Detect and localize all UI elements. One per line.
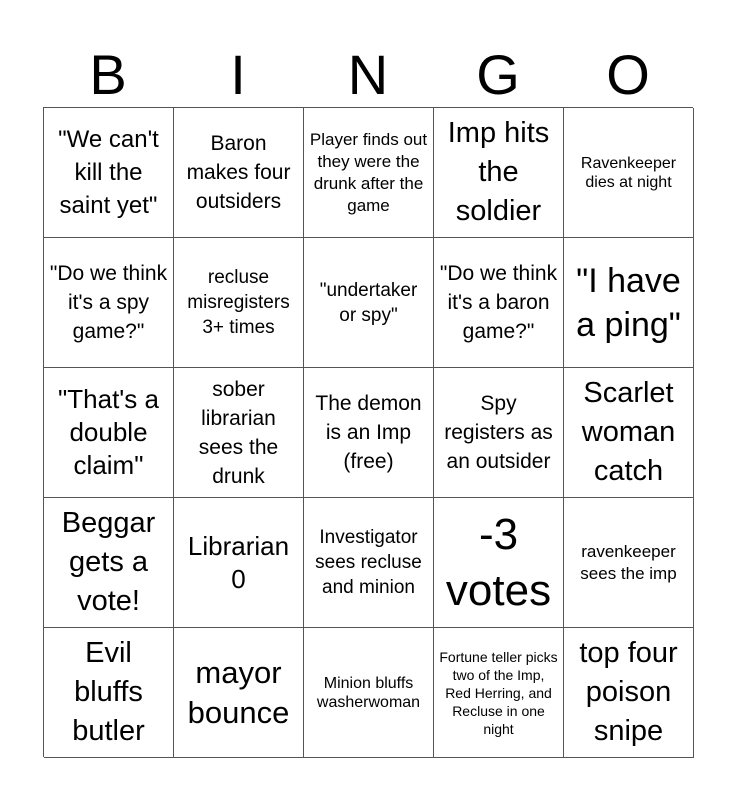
cell-text: recluse misregisters 3+ times bbox=[187, 267, 290, 338]
cell-text: ravenkeeper sees the imp bbox=[580, 541, 677, 583]
bingo-cell-n4[interactable] bbox=[304, 498, 434, 628]
bingo-board bbox=[43, 107, 693, 757]
header-letter-o: O bbox=[606, 43, 650, 106]
cell-text: Spy registers as an outsider bbox=[444, 392, 553, 473]
bingo-cell-b1[interactable] bbox=[44, 108, 174, 238]
cell-text: mayor bounce bbox=[187, 654, 290, 730]
cell-text: "We can't kill the saint yet" bbox=[58, 126, 159, 219]
bingo-cell-n1[interactable] bbox=[304, 108, 434, 238]
cell-text: The demon is an Imp (free) bbox=[315, 392, 422, 473]
bingo-cell-g2[interactable] bbox=[434, 238, 564, 368]
bingo-cell-i5[interactable] bbox=[174, 628, 304, 758]
cell-text: Imp hits the soldier bbox=[447, 117, 550, 227]
header-letter-i: I bbox=[230, 43, 246, 106]
bingo-cell-n2[interactable] bbox=[304, 238, 434, 368]
header-letter-b: B bbox=[89, 43, 127, 106]
cell-text: "Do we think it's a baron game?" bbox=[439, 262, 558, 343]
bingo-cell-g1[interactable] bbox=[434, 108, 564, 238]
cell-text: "That's a double claim" bbox=[58, 384, 159, 480]
cell-text: -3 votes bbox=[445, 509, 552, 615]
bingo-header bbox=[43, 42, 693, 108]
bingo-cell-o2[interactable] bbox=[564, 238, 694, 368]
bingo-cell-i4[interactable] bbox=[174, 498, 304, 628]
bingo-cell-g3[interactable] bbox=[434, 368, 564, 498]
cell-text: Beggar gets a vote! bbox=[61, 507, 156, 617]
bingo-cell-n3[interactable] bbox=[304, 368, 434, 498]
bingo-cell-i1[interactable] bbox=[174, 108, 304, 238]
cell-text: Evil bluffs butler bbox=[72, 637, 145, 747]
bingo-cell-i3[interactable] bbox=[174, 368, 304, 498]
bingo-cell-g5[interactable] bbox=[434, 628, 564, 758]
cell-text: Player finds out they were the drunk after the game bbox=[309, 129, 428, 215]
bingo-cell-o1[interactable] bbox=[564, 108, 694, 238]
cell-text: sober librarian sees the drunk bbox=[198, 377, 279, 488]
bingo-cell-g4[interactable] bbox=[434, 498, 564, 628]
bingo-cell-b3[interactable] bbox=[44, 368, 174, 498]
cell-text: Minion bluffs washerwoman bbox=[316, 674, 421, 711]
bingo-cell-o3[interactable] bbox=[564, 368, 694, 498]
cell-text: "undertaker or spy" bbox=[319, 279, 418, 326]
cell-text: Baron makes four outsiders bbox=[186, 132, 291, 213]
bingo-cell-o5[interactable] bbox=[564, 628, 694, 758]
cell-text: "Do we think it's a spy game?" bbox=[49, 262, 168, 343]
bingo-cell-b2[interactable] bbox=[44, 238, 174, 368]
bingo-cell-i2[interactable] bbox=[174, 238, 304, 368]
bingo-cell-b5[interactable] bbox=[44, 628, 174, 758]
bingo-cell-o4[interactable] bbox=[564, 498, 694, 628]
cell-text: top four poison snipe bbox=[579, 637, 678, 747]
bingo-cell-b4[interactable] bbox=[44, 498, 174, 628]
header-letter-g: G bbox=[476, 43, 520, 106]
cell-text: Librarian 0 bbox=[187, 530, 290, 594]
header-letter-n: N bbox=[347, 43, 389, 106]
cell-text: "I have a ping" bbox=[576, 261, 681, 344]
cell-text: Fortune teller picks two of the Imp, Red Herring, and Recluse in one night bbox=[439, 648, 558, 737]
cell-text: Scarlet woman catch bbox=[581, 377, 676, 487]
bingo-cell-n5[interactable] bbox=[304, 628, 434, 758]
cell-text: Ravenkeeper dies at night bbox=[580, 154, 677, 191]
cell-text: Investigator sees recluse and minion bbox=[315, 527, 422, 598]
